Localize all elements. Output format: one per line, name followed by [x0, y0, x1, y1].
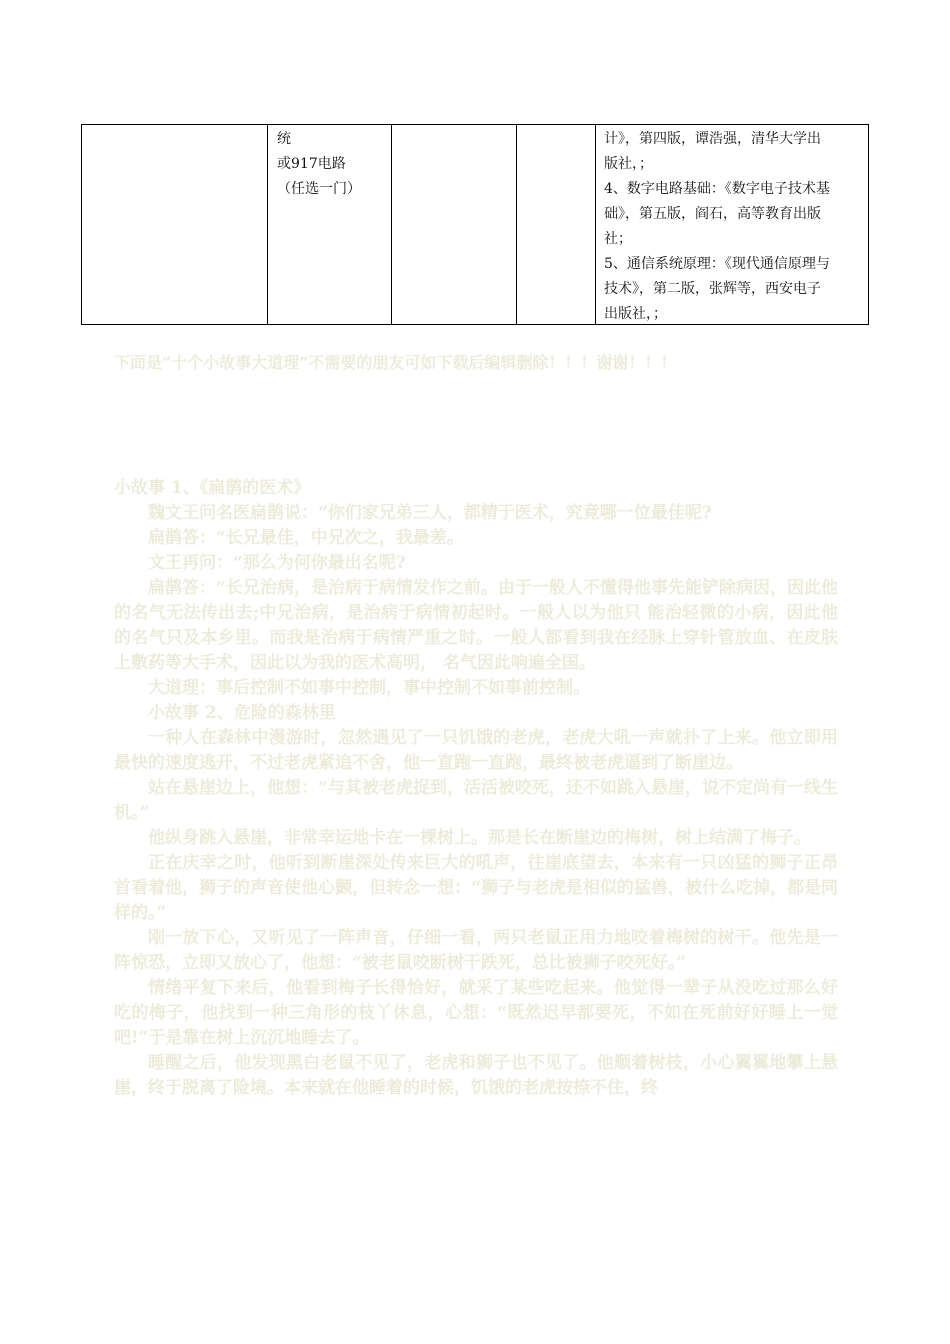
cell-line: 5、通信系统原理：《现代通信原理与 — [604, 256, 830, 272]
cell-line: 或917电路 — [277, 156, 346, 172]
story-paragraph: 一种人在森林中漫游时，忽然遇见了一只饥饿的老虎，老虎大吼一声就扑了上来。他立即用最快的速度逃开，不过老虎紧追不舍，他一直跑一直跑，最终被老虎逼到了断崖边。 — [114, 728, 838, 773]
cell-line: 技术》，第二版，张辉等，西安电子 — [604, 281, 821, 297]
course-table — [81, 124, 869, 325]
table-column-divider — [267, 125, 268, 324]
table-cell-subject — [277, 127, 361, 202]
story-paragraph: 刚一放下心，又听见了一阵声音，仔细一看，两只老鼠正用力地咬着梅树的树干。他先是一阵惊恐，立即又放心了，他想：“被老鼠咬断树干跌死，总比被狮子咬死好。” — [114, 928, 838, 973]
download-notice: 下面是“十个小故事大道理”不需要的朋友可如下载后编辑删除！！！谢谢！！！ — [114, 353, 677, 372]
cell-line: 计》，第四版，谭浩强，清华大学出 — [604, 131, 821, 147]
story-paragraph: 魏文王问名医扁鹊说：“你们家兄弟三人，都精于医术，究竟哪一位最佳呢? — [148, 503, 712, 523]
story-moral: 大道理：事后控制不如事中控制，事中控制不如事前控制。 — [148, 678, 590, 698]
story-paragraph: 他纵身跳入悬崖，非常幸运地卡在一棵树上。那是长在断崖边的梅树，树上结满了梅子。 — [148, 828, 811, 848]
story-title: 小故事 2、危险的森林里 — [148, 703, 336, 723]
story-paragraph: 扁鹊答：“长兄最佳，中兄次之，我最差。 — [148, 528, 464, 548]
cell-line: 版社，； — [604, 156, 653, 172]
story-paragraph: 站在悬崖边上，他想：“与其被老虎捉到，活活被咬死，还不如跳入悬崖，说不定尚有一线生机。” — [114, 778, 838, 823]
story-paragraph: 正在庆幸之时，他听到断崖深处传来巨大的吼声，往崖底望去，本来有一只凶猛的狮子正昂首看着他，狮子的声音使他心颤，但转念一想：“狮子与老虎是相似的猛兽，被什么吃掉，都是同样的。” — [114, 853, 838, 923]
cell-line: 统 — [277, 131, 291, 147]
cell-line: 4、数字电路基础：《数字电子技术基 — [604, 181, 830, 197]
cell-line: （任选一门） — [277, 181, 361, 197]
story-paragraph: 睡醒之后，他发现黑白老鼠不见了，老虎和狮子也不见了。他顺着树枝，小心翼翼地攀上悬崖，终于脱离了险境。本来就在他睡着的时候，饥饿的老虎按捺不住，终 — [114, 1053, 838, 1098]
story-paragraph: 情绪平复下来后，他看到梅子长得恰好，就采了某些吃起来。他觉得一辈子从没吃过那么好吃的梅子，他找到一种三角形的枝丫休息，心想：“既然迟早都要死，不如在死前好好睡上一觉吧!”于是靠在树上沉沉地睡去了。 — [114, 978, 838, 1048]
story-title: 小故事 1、《扁鹊的医术》 — [114, 478, 311, 498]
story-paragraph: 文王再问：“那么为何你最出名呢? — [148, 553, 406, 573]
story-paragraph: 扁鹊答：“长兄治病，是治病于病情发作之前。由于一般人不懂得他事先能铲除病因，因此他的名气无法传出去;中兄治病，是治病于病情初起时。一般人以为他只 能治轻微的小病，因此他的名气只及本乡里。而我是治病于病情严重之时。一般人都看到我在经脉上穿针管放血、在皮肤上敷药等大手术，因此以为我的医术高明， 名气因此响遍全国。 — [114, 578, 838, 673]
story-section — [114, 476, 838, 1101]
table-column-divider — [516, 125, 517, 324]
cell-line: 社； — [604, 231, 632, 247]
cell-line: 础》，第五版，阎石，高等教育出版 — [604, 206, 821, 222]
table-column-divider — [595, 125, 596, 324]
cell-line: 出版社，； — [604, 306, 667, 322]
table-column-divider — [391, 125, 392, 324]
table-cell-references — [604, 127, 866, 327]
